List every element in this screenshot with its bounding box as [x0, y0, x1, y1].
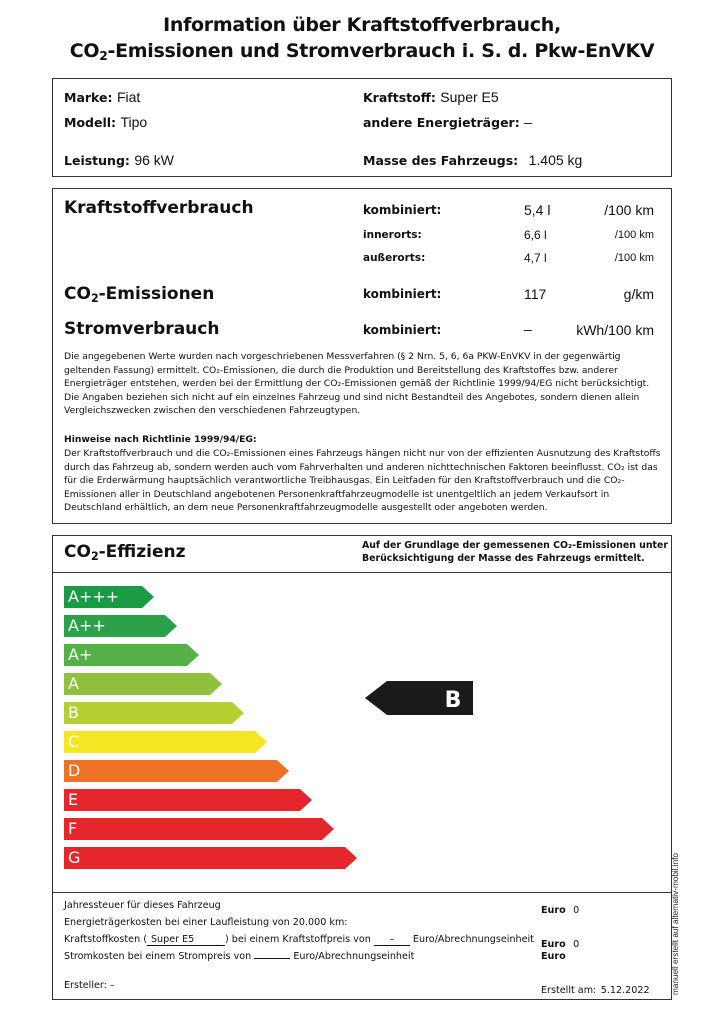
hinweis-title: Hinweise nach Richtlinie 1999/94/EG: — [64, 434, 257, 445]
kv-ausserorts-unit: /100 km — [614, 252, 654, 264]
efficiency-class-label: A+ — [68, 645, 93, 664]
strom-kombiniert-label: kombiniert: — [363, 323, 442, 337]
efficiency-class-aplusplus — [64, 615, 177, 637]
hinweis-paragraph: Der Kraftstoffverbrauch und die CO₂-Emissionen eines Fahrzeugs hängen nicht nur von der effizienten Ausnutzung des Kraftstoffs durch das Fahrzeug ab, sondern werden auch vom Fahrverhalten und anderen nichttechnischen Faktoren beeinflusst. CO₂ ist das für die Erderwärmung hauptsächlich verantwortliche Treibhausgas. Ein Leitfaden für den Kraftstoffverbrauch und die CO₂-Emissionen aller in Deutschland angebotenen Personenkraftfahrzeugmodelle ist unentgeltlich an jedem Verkaufsort in Deutschland erhältlich, an dem neue Personenkraftfahrzeugmodelle ausgestellt oder angeboten werden. — [64, 448, 661, 514]
leistung-row: Leistung: 96 kW — [64, 152, 175, 168]
kv-kombiniert-value: 5,4 l — [524, 202, 551, 218]
efficiency-note-1: Auf der Grundlage der gemessenen CO₂-Emissionen unter — [362, 540, 668, 551]
steuer-euro: Euro 0 — [541, 905, 580, 916]
kv-innerorts-value: 6,6 l — [524, 228, 547, 242]
efficiency-class-c — [64, 731, 267, 753]
kv-ausserorts-label: außerorts: — [363, 252, 426, 264]
kv-ausserorts-value: 4,7 l — [524, 251, 547, 265]
efficiency-class-label: A++ — [68, 616, 106, 635]
co2-kombiniert-value: 117 — [524, 286, 547, 302]
stromkosten-euro: Euro — [541, 951, 566, 962]
modell-row: Modell: Tipo — [64, 114, 148, 130]
efficiency-class-label: F — [68, 819, 78, 838]
efficiency-class-f — [64, 818, 334, 840]
stromkosten-row: Stromkosten bei einem Strompreis von Euro/Abrechnungseinheit — [64, 951, 415, 962]
efficiency-class-g — [64, 847, 357, 869]
efficiency-class-label: A — [68, 674, 79, 693]
kv-kombiniert-label: kombiniert: — [363, 203, 442, 217]
masse-row: Masse des Fahrzeugs: 1.405 kg — [363, 152, 583, 168]
erstellt-am: Erstellt am: 5.12.2022 — [541, 985, 650, 996]
marke-row: Marke: Fiat — [64, 89, 141, 105]
kraftstoffkosten-euro: Euro 0 — [541, 939, 580, 950]
steuer-label: Jahressteuer für dieses Fahrzeug — [64, 900, 221, 911]
strom-unit: kWh/100 km — [576, 322, 654, 338]
efficiency-class-label: A+++ — [68, 587, 120, 606]
energiekosten-label: Energieträgerkosten bei einer Laufleistung von 20.000 km: — [64, 917, 348, 928]
efficiency-note-2: Berücksichtigung der Masse des Fahrzeugs ermittelt. — [362, 553, 645, 564]
rating-arrow — [365, 681, 475, 715]
footer-divider — [53, 892, 671, 893]
kv-kombiniert-unit: /100 km — [604, 202, 654, 218]
kv-innerorts-label: innerorts: — [363, 229, 422, 241]
kraftstoff-row: Kraftstoff: Super E5 — [363, 89, 499, 105]
ersteller: Ersteller: – — [64, 980, 115, 991]
kraftstoffverbrauch-title: Kraftstoffverbrauch — [64, 198, 254, 218]
efficiency-title: $CO_2$-Effizienz — [64, 542, 186, 563]
rating-letter: B — [444, 688, 462, 713]
kv-innerorts-unit: /100 km — [614, 229, 654, 241]
efficiency-class-label: G — [68, 848, 81, 867]
co2-unit: g/km — [623, 286, 654, 302]
co2-kombiniert-label: kombiniert: — [363, 287, 442, 301]
disclaimer-paragraph: Die angegebenen Werte wurden nach vorgeschriebenen Messverfahren (§ 2 Nrn. 5, 6, 6a PKW-EnVKV in der gegenwärtig geltenden Fassung) ermittelt. CO₂-Emissionen, die durch die Produktion und Bereitstellung des Kraftstoffes bzw. anderer Energieträger entstehen, werden bei der Ermittlung der CO₂-Emissionen gemäß der Richtlinie 1999/94/EG nicht berücksichtigt. Die Angaben beziehen sich nicht auf ein einzelnes Fahrzeug und sind nicht Bestandteil des Angebotes, sondern dienen allein Vergleichszwecken zwischen den verschiedenen Fahrzeugtypen. — [64, 351, 650, 417]
strom-kombiniert-value: – — [524, 321, 532, 337]
efficiency-class-aplus — [64, 644, 199, 666]
andere-row: andere Energieträger: – — [363, 114, 532, 130]
efficiency-class-a — [64, 673, 222, 695]
efficiency-class-label: B — [68, 703, 79, 722]
efficiency-class-aplusplusplus — [64, 586, 154, 608]
efficiency-divider — [53, 572, 671, 573]
page-title: Information über Kraftstoffverbrauch, — [163, 14, 561, 36]
efficiency-class-label: E — [68, 790, 79, 809]
stromverbrauch-title: Stromverbrauch — [64, 319, 220, 339]
efficiency-class-d — [64, 760, 289, 782]
efficiency-class-label: C — [68, 732, 80, 751]
kraftstoffkosten-row: Kraftstoffkosten ( Super E5 ) bei einem Kraftstoffpreis von – Euro/Abrechnungseinheit — [64, 934, 534, 945]
efficiency-class-e — [64, 789, 312, 811]
efficiency-class-b — [64, 702, 244, 724]
side-note: manuell erstellt auf alternativ-mobil.info — [671, 853, 680, 995]
co2-title: $CO_2$-Emissionen — [64, 284, 215, 305]
page-subtitle: $CO_2$-Emissionen und Stromverbrauch i. S. d. Pkw-EnVKV — [69, 40, 655, 64]
efficiency-class-label: D — [68, 761, 81, 780]
